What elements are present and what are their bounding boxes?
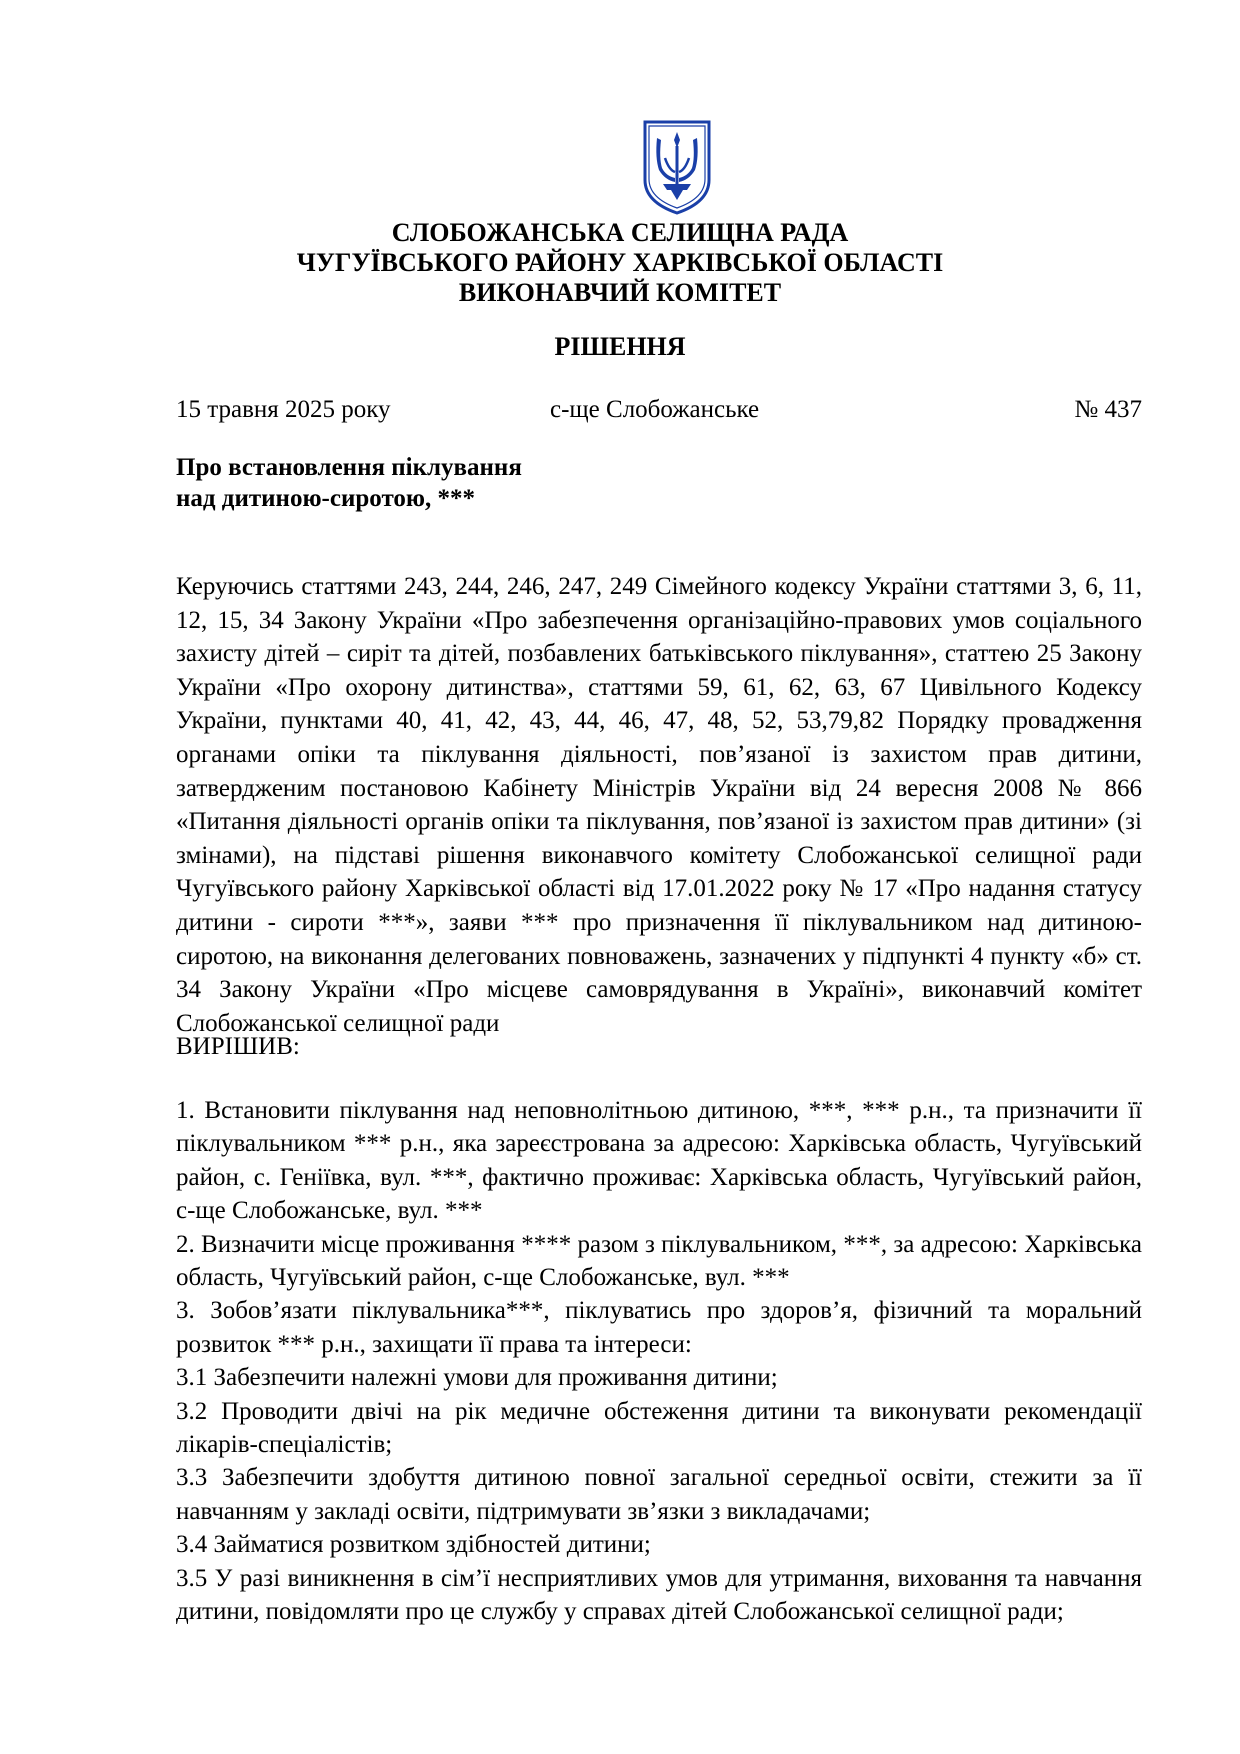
document-number: № 437 <box>1074 396 1142 423</box>
decision-item-3: 3. Зобов’язати піклувальника***, піклуватись про здоров’я, фізичний та моральний розвиток *** р.н., захищати її права та інтереси: <box>176 1297 1142 1358</box>
subject-line-2: над дитиною-сиротою, *** <box>176 485 475 512</box>
decision-item-3-4: 3.4 Займатися розвитком здібностей дитини; <box>176 1531 651 1559</box>
decision-item-3-3: 3.3 Забезпечити здобуття дитиною повної загальної середньої освіти, стежити за її навчанням у закладі освіти, підтримувати зв’язки з викладачами; <box>176 1464 1142 1525</box>
document-date: 15 травня 2025 року <box>176 396 391 423</box>
decision-item-3-1: 3.1 Забезпечити належні умови для проживання дитини; <box>176 1364 778 1392</box>
document-place: с-ще Слобожанське <box>550 396 760 423</box>
document-meta-row <box>176 395 1142 425</box>
decision-item-1: 1. Встановити піклування над неповнолітньою дитиною, ***, *** р.н., та призначити її піклувальником *** р.н., яка зареєстрована за адресою: Харківська область, Чугуївський район, с. Геніївка, вул. ***, фактично проживає: Харківська область, Чугуївський район, с-ще Слобожанське, вул. *** <box>176 1097 1142 1225</box>
document-subject <box>176 452 676 514</box>
preamble-paragraph: Керуючись статтями 243, 244, 246, 247, 249 Сімейного кодексу України статтями 3, 6, 11, 12, 15, 34 Закону України «Про забезпечення організаційно-правових умов соціального захисту дітей – сиріт та дітей, позбавлених батьківського піклування», статтею 25 Закону України «Про охорону дитинства», статтями 59, 61, 62, 63, 67 Цивільного Кодексу України, пунктами 40, 41, 42, 43, 44, 46, 47, 48, 52, 53,79,82 Порядку провадження органами опіки та піклування діяльності, пов’язаної із захистом прав дитини, затвердженим постановою Кабінету Міністрів України від 24 вересня 2008 № 866 «Питання діяльності органів опіки та піклування, пов’язаної із захистом прав дитини» (зі змінами), на підставі рішення виконавчого комітету Слобожанської селищної ради Чугуївського району Харківської області від 17.01.2022 року № 17 «Про надання статусу дитини - сироти ***», заяви *** про призначення її піклувальником над дитиною-сиротою, на виконання делегованих повноважень, зазначених у підпункті 4 пункту «б» ст. 34 Закону України «Про місцеве самоврядування в Україні», виконавчий комітет Слобожанської селищної ради <box>176 573 1142 1037</box>
decided-label: ВИРІШИВ: <box>176 1033 300 1060</box>
header-committee-name: ВИКОНАВЧИЙ КОМІТЕТ <box>458 278 782 307</box>
subject-line-1: Про встановлення піклування <box>176 454 522 481</box>
decision-item-2: 2. Визначити місце проживання **** разом з піклувальником, ***, за адресою: Харківська область, Чугуївський район, с-ще Слобожанське, вул. *** <box>176 1230 1142 1292</box>
trident-coat-of-arms-icon <box>641 118 713 216</box>
decision-item-3-5: 3.5 У разі виникнення в сім’ї несприятливих умов для утримання, виховання та навчання дитини, повідомляти про це службу у справах дітей Слобожанської селищної ради; <box>176 1564 1142 1626</box>
header-district-name: ЧУГУЇВСЬКОГО РАЙОНУ ХАРКІВСЬКОЇ ОБЛАСТІ <box>296 248 944 277</box>
document-header <box>0 218 1240 308</box>
decision-item-3-2: 3.2 Проводити двічі на рік медичне обстеження дитини та виконувати рекомендації лікарів-спеціалістів; <box>176 1397 1142 1459</box>
header-council-name: СЛОБОЖАНСЬКА СЕЛИЩНА РАДА <box>391 218 849 247</box>
decision-items-list <box>176 1094 1142 1629</box>
document-type-title: РІШЕННЯ <box>554 332 686 361</box>
